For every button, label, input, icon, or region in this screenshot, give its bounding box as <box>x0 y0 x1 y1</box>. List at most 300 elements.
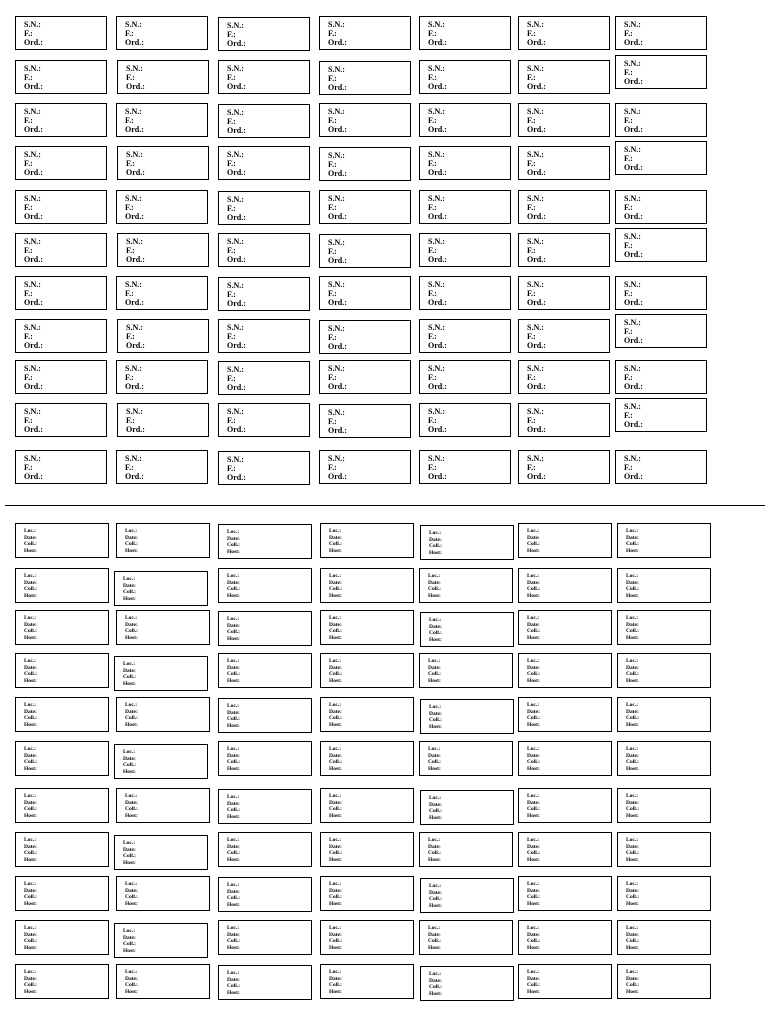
label-field: Loc.: <box>626 881 639 887</box>
label-field: Loc.: <box>24 615 37 621</box>
label-field: Coll.: <box>626 938 639 944</box>
specimen-label <box>218 319 310 353</box>
label-field: F.: <box>527 29 536 38</box>
label-field: F.: <box>624 463 633 472</box>
label-field: Coll.: <box>527 759 540 765</box>
collection-label <box>617 920 711 955</box>
label-field: F.: <box>428 463 437 472</box>
specimen-label <box>419 146 511 180</box>
label-field: Loc.: <box>626 573 639 579</box>
label-field: F.: <box>624 327 633 336</box>
label-field: S.N.: <box>227 365 244 374</box>
label-field: Host: <box>429 636 442 643</box>
label-field: Ord.: <box>24 168 43 177</box>
label-field: Loc.: <box>527 702 540 708</box>
specimen-label <box>319 147 411 181</box>
label-field: Loc.: <box>329 658 342 664</box>
label-field: Coll.: <box>329 806 342 812</box>
specimen-label <box>518 233 610 267</box>
label-field: Date: <box>125 621 138 628</box>
label-field: S.N.: <box>227 108 244 117</box>
label-field: Coll.: <box>125 628 138 634</box>
label-field: Host: <box>626 988 639 995</box>
label-field: Ord.: <box>624 125 643 134</box>
label-field: Host: <box>329 988 342 995</box>
specimen-label <box>518 403 610 437</box>
label-field: Date: <box>125 708 138 715</box>
label-field: F.: <box>624 241 633 250</box>
label-field: F.: <box>227 374 236 383</box>
label-field: Ord.: <box>125 382 144 391</box>
label-field: Host: <box>227 722 240 729</box>
label-field: Coll.: <box>123 853 136 859</box>
specimen-label <box>15 60 107 94</box>
specimen-label <box>518 450 610 484</box>
label-field: S.N.: <box>24 20 41 29</box>
specimen-label <box>15 360 107 394</box>
label-field: Date: <box>24 752 37 759</box>
label-field: F.: <box>24 203 33 212</box>
label-field: Ord.: <box>24 472 43 481</box>
label-field: F.: <box>126 416 135 425</box>
collection-label <box>218 653 312 688</box>
collection-label <box>218 920 312 955</box>
label-field: Host: <box>329 812 342 819</box>
collection-label <box>518 741 612 776</box>
label-field: Loc.: <box>227 970 240 976</box>
collection-label <box>320 964 414 999</box>
collection-label <box>518 523 612 558</box>
label-field: Date: <box>125 534 138 541</box>
collection-label <box>320 788 414 823</box>
label-field: Host: <box>227 856 240 863</box>
label-field: Ord.: <box>328 125 347 134</box>
label-field: Coll.: <box>329 894 342 900</box>
specimen-label <box>15 146 107 180</box>
label-field: Ord.: <box>328 38 347 47</box>
specimen-label <box>319 276 411 310</box>
label-field: Date: <box>227 888 240 895</box>
label-field: F.: <box>428 203 437 212</box>
label-field: Ord.: <box>428 212 447 221</box>
label-field: S.N.: <box>428 454 445 463</box>
label-field: Host: <box>626 900 639 907</box>
label-field: S.N.: <box>428 323 445 332</box>
collection-label <box>420 525 514 560</box>
label-field: Ord.: <box>328 426 347 435</box>
label-field: Host: <box>24 856 37 863</box>
label-field: Host: <box>24 634 37 641</box>
specimen-label <box>615 141 707 175</box>
label-field: Date: <box>429 536 442 543</box>
label-field: Host: <box>125 812 138 819</box>
label-field: Host: <box>24 547 37 554</box>
label-field: Loc.: <box>123 576 136 582</box>
label-field: S.N.: <box>527 454 544 463</box>
label-field: Coll.: <box>527 628 540 634</box>
specimen-label <box>15 319 107 353</box>
label-field: Host: <box>626 721 639 728</box>
label-field: S.N.: <box>428 64 445 73</box>
label-field: S.N.: <box>428 364 445 373</box>
collection-label <box>518 568 612 603</box>
label-field: F.: <box>24 332 33 341</box>
label-field: Host: <box>125 900 138 907</box>
label-field: Coll.: <box>527 894 540 900</box>
label-field: Host: <box>626 856 639 863</box>
label-field: Loc.: <box>527 658 540 664</box>
label-field: Coll.: <box>24 715 37 721</box>
label-field: Date: <box>24 931 37 938</box>
label-field: Coll.: <box>527 938 540 944</box>
label-field: Host: <box>329 856 342 863</box>
collection-label <box>15 697 109 732</box>
label-field: Host: <box>123 595 136 602</box>
label-field: Ord.: <box>428 341 447 350</box>
label-field: Host: <box>626 812 639 819</box>
label-field: F.: <box>24 29 33 38</box>
label-field: Date: <box>626 799 639 806</box>
collection-label <box>114 923 208 958</box>
label-field: Coll.: <box>24 541 37 547</box>
label-field: Ord.: <box>24 255 43 264</box>
label-field: Loc.: <box>626 837 639 843</box>
label-field: Ord.: <box>126 255 145 264</box>
label-field: Loc.: <box>527 746 540 752</box>
specimen-label <box>419 60 511 94</box>
collection-label <box>116 876 210 911</box>
label-field: F.: <box>126 73 135 82</box>
label-field: F.: <box>624 68 633 77</box>
label-field: Ord.: <box>328 298 347 307</box>
label-field: Host: <box>227 677 240 684</box>
label-field: Ord.: <box>227 383 246 392</box>
label-field: Coll.: <box>227 671 240 677</box>
label-field: Loc.: <box>626 969 639 975</box>
collection-label <box>15 832 109 867</box>
label-field: Coll.: <box>24 894 37 900</box>
specimen-label <box>218 403 310 437</box>
label-field: Coll.: <box>527 806 540 812</box>
label-field: Coll.: <box>429 630 442 636</box>
label-field: Coll.: <box>227 807 240 813</box>
label-field: Host: <box>123 947 136 954</box>
specimen-label <box>116 16 208 50</box>
label-field: Loc.: <box>329 528 342 534</box>
label-field: S.N.: <box>24 323 41 332</box>
label-field: Coll.: <box>527 586 540 592</box>
label-field: Date: <box>227 579 240 586</box>
label-field: F.: <box>527 463 536 472</box>
label-field: Coll.: <box>429 717 442 723</box>
label-field: S.N.: <box>24 107 41 116</box>
label-field: Date: <box>429 623 442 630</box>
label-field: Host: <box>24 944 37 951</box>
label-field: Ord.: <box>428 38 447 47</box>
label-field: F.: <box>328 74 337 83</box>
label-field: F.: <box>527 246 536 255</box>
specimen-label <box>319 360 411 394</box>
label-field: S.N.: <box>328 20 345 29</box>
label-field: Ord.: <box>125 212 144 221</box>
label-field: Coll.: <box>527 715 540 721</box>
collection-label <box>320 741 414 776</box>
label-field: Ord.: <box>328 342 347 351</box>
label-field: Ord.: <box>227 168 246 177</box>
label-field: F.: <box>125 29 134 38</box>
label-field: Coll.: <box>227 938 240 944</box>
label-field: S.N.: <box>328 364 345 373</box>
label-field: Date: <box>24 579 37 586</box>
label-field: Loc.: <box>428 658 441 664</box>
label-field: Loc.: <box>429 971 442 977</box>
label-field: Host: <box>329 944 342 951</box>
label-field: Date: <box>227 931 240 938</box>
label-field: Ord.: <box>428 425 447 434</box>
label-field: S.N.: <box>527 150 544 159</box>
label-field: Ord.: <box>624 420 643 429</box>
label-field: Date: <box>626 843 639 850</box>
label-field: Host: <box>626 765 639 772</box>
label-field: Coll.: <box>626 586 639 592</box>
label-field: S.N.: <box>328 107 345 116</box>
label-field: Host: <box>227 813 240 820</box>
label-field: Loc.: <box>626 528 639 534</box>
label-field: Loc.: <box>24 702 37 708</box>
label-field: Host: <box>227 592 240 599</box>
label-field: Coll.: <box>428 759 441 765</box>
label-field: F.: <box>624 373 633 382</box>
collection-label <box>518 697 612 732</box>
label-field: Ord.: <box>428 382 447 391</box>
specimen-label <box>117 403 209 437</box>
label-field: Loc.: <box>125 881 138 887</box>
label-field: Coll.: <box>329 671 342 677</box>
collection-label <box>617 697 711 732</box>
label-field: F.: <box>24 416 33 425</box>
specimen-label <box>518 60 610 94</box>
label-field: Host: <box>429 990 442 997</box>
label-field: Loc.: <box>123 928 136 934</box>
label-field: Ord.: <box>227 213 246 222</box>
label-field: Host: <box>24 592 37 599</box>
specimen-label <box>116 450 208 484</box>
label-field: S.N.: <box>527 280 544 289</box>
collection-label <box>116 610 210 645</box>
label-field: Coll.: <box>24 982 37 988</box>
label-field: F.: <box>24 73 33 82</box>
label-field: Date: <box>428 843 441 850</box>
label-field: Ord.: <box>624 38 643 47</box>
label-field: F.: <box>126 332 135 341</box>
collection-label <box>218 568 312 603</box>
label-field: Coll.: <box>626 850 639 856</box>
label-field: Date: <box>428 579 441 586</box>
label-field: Ord.: <box>527 38 546 47</box>
label-field: Ord.: <box>624 212 643 221</box>
label-field: S.N.: <box>227 407 244 416</box>
label-field: Coll.: <box>24 586 37 592</box>
label-field: F.: <box>428 29 437 38</box>
label-field: Ord.: <box>227 473 246 482</box>
label-field: Loc.: <box>428 746 441 752</box>
label-field: Date: <box>527 843 540 850</box>
label-field: S.N.: <box>227 323 244 332</box>
label-field: F.: <box>227 246 236 255</box>
label-field: Coll.: <box>123 674 136 680</box>
label-field: Coll.: <box>227 850 240 856</box>
label-field: Date: <box>428 664 441 671</box>
label-field: S.N.: <box>24 407 41 416</box>
label-field: Host: <box>123 859 136 866</box>
label-field: Loc.: <box>626 793 639 799</box>
label-field: S.N.: <box>227 455 244 464</box>
label-field: Coll.: <box>428 586 441 592</box>
label-field: Loc.: <box>527 969 540 975</box>
collection-label <box>15 741 109 776</box>
label-field: Ord.: <box>527 168 546 177</box>
collection-label <box>320 697 414 732</box>
label-field: Coll.: <box>626 541 639 547</box>
label-field: Date: <box>626 708 639 715</box>
label-field: Date: <box>429 710 442 717</box>
label-field: S.N.: <box>624 145 641 154</box>
label-field: Ord.: <box>527 472 546 481</box>
label-field: Ord.: <box>624 382 643 391</box>
label-field: Host: <box>125 721 138 728</box>
label-field: Host: <box>527 677 540 684</box>
specimen-label <box>117 146 209 180</box>
label-field: S.N.: <box>428 194 445 203</box>
label-field: Host: <box>527 988 540 995</box>
label-field: F.: <box>624 289 633 298</box>
label-field: Date: <box>125 887 138 894</box>
label-field: S.N.: <box>527 107 544 116</box>
label-field: Ord.: <box>527 212 546 221</box>
label-field: Date: <box>125 799 138 806</box>
collection-label <box>617 568 711 603</box>
specimen-label <box>615 103 707 137</box>
specimen-label <box>615 314 707 348</box>
specimen-label <box>15 233 107 267</box>
label-field: Ord.: <box>428 82 447 91</box>
label-field: F.: <box>428 246 437 255</box>
label-field: Ord.: <box>227 425 246 434</box>
label-field: Host: <box>125 634 138 641</box>
label-field: Host: <box>227 944 240 951</box>
label-field: Date: <box>329 799 342 806</box>
specimen-label <box>218 60 310 94</box>
label-field: S.N.: <box>125 454 142 463</box>
specimen-label <box>419 360 511 394</box>
collection-label <box>518 788 612 823</box>
label-field: Host: <box>527 547 540 554</box>
label-field: Ord.: <box>527 125 546 134</box>
label-field: Date: <box>428 931 441 938</box>
specimen-label <box>615 190 707 224</box>
label-field: Date: <box>329 931 342 938</box>
label-field: F.: <box>328 116 337 125</box>
collection-label <box>419 653 513 688</box>
specimen-label <box>116 103 208 137</box>
label-field: Coll.: <box>125 541 138 547</box>
specimen-label <box>615 398 707 432</box>
label-field: Date: <box>24 534 37 541</box>
label-field: Ord.: <box>227 255 246 264</box>
specimen-label <box>518 16 610 50</box>
label-field: Host: <box>626 634 639 641</box>
specimen-label <box>518 190 610 224</box>
label-field: Coll.: <box>227 759 240 765</box>
label-field: F.: <box>328 463 337 472</box>
label-field: Host: <box>626 677 639 684</box>
label-field: Host: <box>527 944 540 951</box>
label-field: Loc.: <box>527 573 540 579</box>
label-field: Date: <box>24 621 37 628</box>
label-field: Ord.: <box>624 77 643 86</box>
label-field: Date: <box>626 664 639 671</box>
label-field: Host: <box>527 721 540 728</box>
label-field: Loc.: <box>24 658 37 664</box>
specimen-label <box>419 403 511 437</box>
label-field: Date: <box>626 887 639 894</box>
specimen-label <box>319 61 411 95</box>
collection-label <box>114 744 208 779</box>
label-field: S.N.: <box>24 364 41 373</box>
label-field: Date: <box>626 621 639 628</box>
label-field: F.: <box>125 203 134 212</box>
collection-label <box>218 832 312 867</box>
label-field: Loc.: <box>329 615 342 621</box>
label-field: Host: <box>227 548 240 555</box>
label-field: S.N.: <box>527 407 544 416</box>
label-field: S.N.: <box>227 150 244 159</box>
label-field: Ord.: <box>428 472 447 481</box>
label-field: F.: <box>24 373 33 382</box>
label-field: Date: <box>429 801 442 808</box>
specimen-label <box>615 55 707 89</box>
label-field: Host: <box>527 592 540 599</box>
specimen-label <box>419 319 511 353</box>
label-field: Host: <box>24 988 37 995</box>
collection-label <box>419 920 513 955</box>
label-field: Loc.: <box>429 530 442 536</box>
label-field: Loc.: <box>527 528 540 534</box>
label-field: Coll.: <box>24 759 37 765</box>
collection-label <box>15 568 109 603</box>
label-field: F.: <box>227 464 236 473</box>
label-field: F.: <box>527 116 536 125</box>
label-field: S.N.: <box>125 107 142 116</box>
specimen-label <box>218 17 310 51</box>
collection-label <box>114 656 208 691</box>
label-field: Coll.: <box>329 628 342 634</box>
collection-label <box>420 699 514 734</box>
label-field: Coll.: <box>329 715 342 721</box>
label-field: Date: <box>123 755 136 762</box>
collection-label <box>419 568 513 603</box>
label-field: Coll.: <box>429 896 442 902</box>
label-field: Host: <box>329 900 342 907</box>
label-field: F.: <box>428 332 437 341</box>
specimen-label <box>218 277 310 311</box>
label-field: Date: <box>24 799 37 806</box>
label-field: Loc.: <box>227 529 240 535</box>
label-field: F.: <box>428 289 437 298</box>
label-field: Loc.: <box>527 837 540 843</box>
label-field: F.: <box>328 203 337 212</box>
specimen-label <box>518 319 610 353</box>
